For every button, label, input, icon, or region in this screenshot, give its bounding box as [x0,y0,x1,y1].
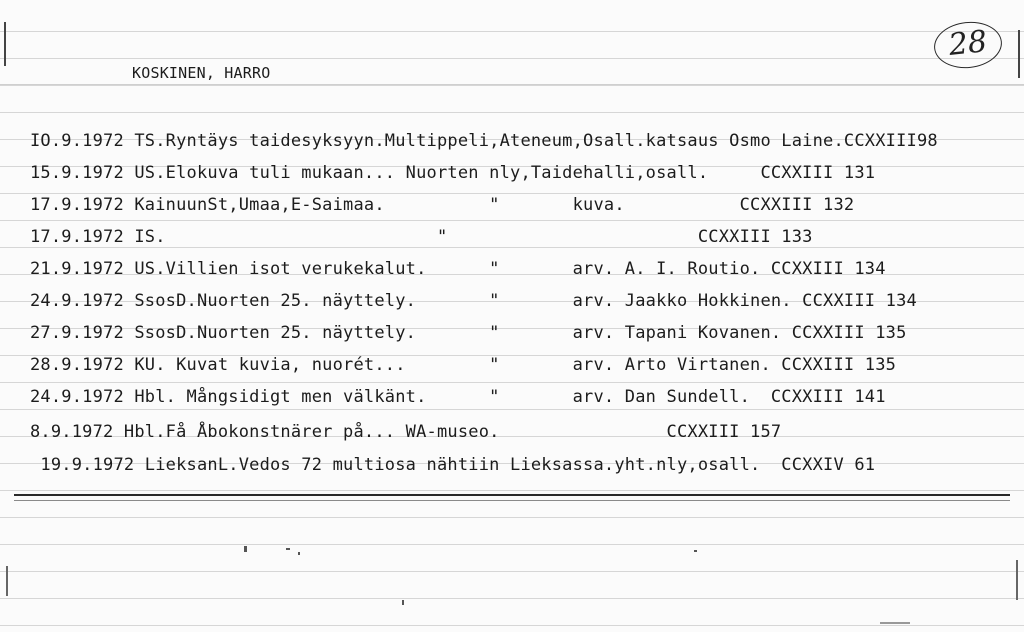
entry-line: 28.9.1972 KU. Kuvat kuvia, nuorét... " arv. Arto Virtanen. CCXXIII 135 [30,355,897,375]
entry-line: 17.9.1972 KainuunSt,Umaa,E-Saimaa. " kuva. CCXXIII 132 [30,195,855,215]
scan-speck [244,546,247,552]
header-divider [0,84,1024,85]
entry-line: 24.9.1972 SsosD.Nuorten 25. näyttely. " arv. Jaakko Hokkinen. CCXXIII 134 [30,291,917,311]
entry-line: 8.9.1972 Hbl.Få Åbokonstnärer på... WA-museo. CCXXIII 157 [30,422,782,442]
entry-line: 15.9.1972 US.Elokuva tuli mukaan... Nuorten nly,Taidehalli,osall. CCXXIII 131 [30,163,876,183]
card-edge-mark [1018,30,1020,78]
scan-speck [402,600,404,605]
scan-speck [286,548,290,550]
scan-speck [694,550,697,552]
page-number-circled: 28 [932,19,1004,72]
entry-line: 24.9.1972 Hbl. Mångsidigt men välkänt. " arv. Dan Sundell. CCXXIII 141 [30,387,886,407]
card-header-name: KOSKINEN, HARRO [132,64,271,82]
bottom-divider [14,494,1010,496]
scan-speck [298,552,300,555]
bottom-divider-thin [14,500,1010,501]
entry-line: 21.9.1972 US.Villien isot verukekalut. " arv. A. I. Routio. CCXXIII 134 [30,259,886,279]
card-edge-mark [6,566,8,596]
scan-speck [880,622,910,624]
entry-line: 27.9.1972 SsosD.Nuorten 25. näyttely. " arv. Tapani Kovanen. CCXXIII 135 [30,323,907,343]
card-edge-mark [4,22,6,66]
entry-line: 17.9.1972 IS. " CCXXIII 133 [30,227,813,247]
card-edge-mark [1016,560,1018,600]
entry-line: 19.9.1972 LieksanL.Vedos 72 multiosa nähtiin Lieksassa.yht.nly,osall. CCXXIV 61 [30,455,876,475]
entry-line: ΙO.9.1972 TS.Ryntäys taidesyksyyn.Multippeli,Ateneum,Osall.katsaus Osmo Laine.CCXXIII98 [30,131,938,151]
